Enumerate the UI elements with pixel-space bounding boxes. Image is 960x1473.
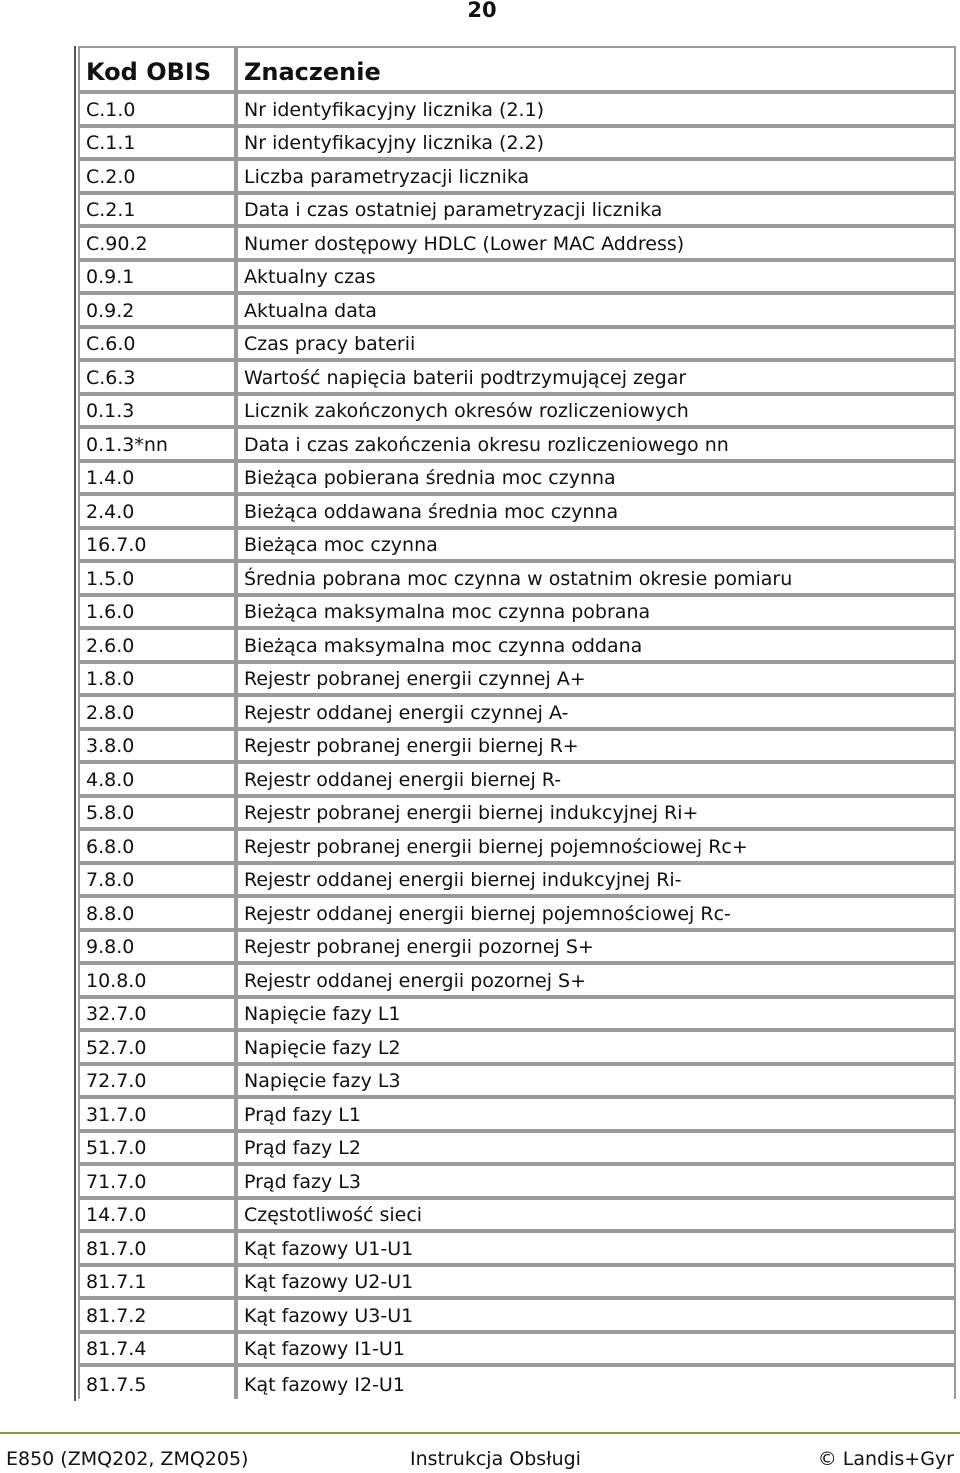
footer-title: Instrukcja Obsługi xyxy=(410,1448,581,1470)
obis-code-cell: 7.8.0 xyxy=(78,863,236,897)
obis-code-cell: 0.9.2 xyxy=(78,293,236,327)
table-row xyxy=(78,394,956,428)
obis-meaning-cell: Rejestr oddanej energii biernej indukcyjnej Ri- xyxy=(236,863,956,897)
table-row xyxy=(78,930,956,964)
obis-meaning-cell: Data i czas zakończenia okresu rozliczeniowego nn xyxy=(236,427,956,461)
obis-meaning-cell: Kąt fazowy I1-U1 xyxy=(236,1332,956,1366)
obis-code-cell: 14.7.0 xyxy=(78,1198,236,1232)
obis-code-cell: 51.7.0 xyxy=(78,1131,236,1165)
obis-meaning-cell: Nr identyfikacyjny licznika (2.1) xyxy=(236,92,956,126)
obis-code-cell: 0.9.1 xyxy=(78,260,236,294)
obis-table xyxy=(78,46,956,1399)
table-row xyxy=(78,796,956,830)
table-row xyxy=(78,327,956,361)
obis-code-cell: 81.7.1 xyxy=(78,1265,236,1299)
obis-meaning-cell: Prąd fazy L3 xyxy=(236,1164,956,1198)
obis-code-cell: 32.7.0 xyxy=(78,997,236,1031)
obis-code-cell: 52.7.0 xyxy=(78,1030,236,1064)
obis-code-cell: C.2.1 xyxy=(78,193,236,227)
obis-meaning-cell: Aktualna data xyxy=(236,293,956,327)
table-row xyxy=(78,829,956,863)
table-row xyxy=(78,461,956,495)
obis-meaning-cell: Bieżąca maksymalna moc czynna pobrana xyxy=(236,595,956,629)
obis-code-cell: 2.6.0 xyxy=(78,628,236,662)
obis-table-container xyxy=(74,46,956,1401)
table-row xyxy=(78,1332,956,1366)
obis-meaning-cell: Bieżąca oddawana średnia moc czynna xyxy=(236,494,956,528)
table-row xyxy=(78,1231,956,1265)
obis-code-cell: 0.1.3 xyxy=(78,394,236,428)
table-row xyxy=(78,92,956,126)
table-row xyxy=(78,561,956,595)
obis-code-cell: 0.1.3*nn xyxy=(78,427,236,461)
obis-code-cell: C.6.3 xyxy=(78,360,236,394)
obis-code-cell: 3.8.0 xyxy=(78,729,236,763)
table-row xyxy=(78,1030,956,1064)
table-row xyxy=(78,729,956,763)
obis-meaning-cell: Napięcie fazy L1 xyxy=(236,997,956,1031)
obis-code-cell: 81.7.5 xyxy=(78,1365,236,1399)
table-row xyxy=(78,360,956,394)
table-row xyxy=(78,662,956,696)
obis-meaning-cell: Kąt fazowy U1-U1 xyxy=(236,1231,956,1265)
table-row xyxy=(78,260,956,294)
obis-code-cell: 81.7.4 xyxy=(78,1332,236,1366)
table-row xyxy=(78,997,956,1031)
table-row xyxy=(78,427,956,461)
obis-meaning-cell: Rejestr pobranej energii pozornej S+ xyxy=(236,930,956,964)
obis-meaning-cell: Prąd fazy L2 xyxy=(236,1131,956,1165)
obis-code-cell: 1.5.0 xyxy=(78,561,236,595)
obis-meaning-cell: Częstotliwość sieci xyxy=(236,1198,956,1232)
obis-meaning-cell: Bieżąca moc czynna xyxy=(236,528,956,562)
page-footer xyxy=(0,1432,960,1473)
obis-meaning-cell: Kąt fazowy I2-U1 xyxy=(236,1365,956,1399)
obis-meaning-cell: Aktualny czas xyxy=(236,260,956,294)
obis-code-cell: 72.7.0 xyxy=(78,1064,236,1098)
obis-meaning-cell: Czas pracy baterii xyxy=(236,327,956,361)
obis-meaning-cell: Numer dostępowy HDLC (Lower MAC Address) xyxy=(236,226,956,260)
table-row xyxy=(78,528,956,562)
obis-meaning-cell: Rejestr pobranej energii biernej indukcyjnej Ri+ xyxy=(236,796,956,830)
table-row xyxy=(78,1365,956,1399)
obis-code-cell: 2.8.0 xyxy=(78,695,236,729)
table-row xyxy=(78,494,956,528)
table-row xyxy=(78,1265,956,1299)
obis-code-cell: 1.4.0 xyxy=(78,461,236,495)
obis-code-cell: 31.7.0 xyxy=(78,1097,236,1131)
table-row xyxy=(78,896,956,930)
table-header-row xyxy=(78,46,956,92)
page-number: 20 xyxy=(467,0,497,22)
obis-meaning-cell: Rejestr oddanej energii czynnej A- xyxy=(236,695,956,729)
table-row xyxy=(78,1198,956,1232)
obis-meaning-cell: Wartość napięcia baterii podtrzymującej zegar xyxy=(236,360,956,394)
table-row xyxy=(78,1097,956,1131)
obis-meaning-cell: Rejestr oddanej energii biernej pojemnościowej Rc- xyxy=(236,896,956,930)
obis-code-cell: C.90.2 xyxy=(78,226,236,260)
table-row xyxy=(78,1064,956,1098)
footer-copyright: © Landis+Gyr xyxy=(817,1448,954,1470)
header-code: Kod OBIS xyxy=(78,46,236,92)
footer-product: E850 (ZMQ202, ZMQ205) xyxy=(6,1448,249,1470)
table-row xyxy=(78,159,956,193)
obis-meaning-cell: Rejestr oddanej energii pozornej S+ xyxy=(236,963,956,997)
table-row xyxy=(78,628,956,662)
obis-code-cell: C.2.0 xyxy=(78,159,236,193)
obis-code-cell: 10.8.0 xyxy=(78,963,236,997)
table-row xyxy=(78,762,956,796)
table-row xyxy=(78,1298,956,1332)
obis-code-cell: C.1.0 xyxy=(78,92,236,126)
obis-code-cell: 71.7.0 xyxy=(78,1164,236,1198)
obis-code-cell: 9.8.0 xyxy=(78,930,236,964)
obis-meaning-cell: Napięcie fazy L3 xyxy=(236,1064,956,1098)
obis-code-cell: 1.6.0 xyxy=(78,595,236,629)
obis-meaning-cell: Nr identyfikacyjny licznika (2.2) xyxy=(236,126,956,160)
obis-meaning-cell: Prąd fazy L1 xyxy=(236,1097,956,1131)
obis-meaning-cell: Bieżąca pobierana średnia moc czynna xyxy=(236,461,956,495)
obis-meaning-cell: Licznik zakończonych okresów rozliczeniowych xyxy=(236,394,956,428)
table-row xyxy=(78,293,956,327)
obis-code-cell: 6.8.0 xyxy=(78,829,236,863)
obis-meaning-cell: Rejestr pobranej energii biernej R+ xyxy=(236,729,956,763)
table-row xyxy=(78,695,956,729)
table-row xyxy=(78,595,956,629)
table-body xyxy=(78,92,956,1399)
obis-code-cell: C.6.0 xyxy=(78,327,236,361)
obis-meaning-cell: Kąt fazowy U2-U1 xyxy=(236,1265,956,1299)
obis-code-cell: 16.7.0 xyxy=(78,528,236,562)
obis-code-cell: 2.4.0 xyxy=(78,494,236,528)
header-meaning: Znaczenie xyxy=(236,46,956,92)
obis-meaning-cell: Data i czas ostatniej parametryzacji licznika xyxy=(236,193,956,227)
obis-meaning-cell: Rejestr pobranej energii czynnej A+ xyxy=(236,662,956,696)
obis-meaning-cell: Rejestr oddanej energii biernej R- xyxy=(236,762,956,796)
obis-meaning-cell: Liczba parametryzacji licznika xyxy=(236,159,956,193)
obis-meaning-cell: Bieżąca maksymalna moc czynna oddana xyxy=(236,628,956,662)
obis-code-cell: 1.8.0 xyxy=(78,662,236,696)
obis-code-cell: 81.7.2 xyxy=(78,1298,236,1332)
table-row xyxy=(78,863,956,897)
obis-meaning-cell: Kąt fazowy U3-U1 xyxy=(236,1298,956,1332)
table-row xyxy=(78,126,956,160)
obis-code-cell: 81.7.0 xyxy=(78,1231,236,1265)
table-row xyxy=(78,193,956,227)
obis-meaning-cell: Rejestr pobranej energii biernej pojemnościowej Rc+ xyxy=(236,829,956,863)
obis-code-cell: C.1.1 xyxy=(78,126,236,160)
table-row xyxy=(78,963,956,997)
table-row xyxy=(78,1164,956,1198)
obis-code-cell: 4.8.0 xyxy=(78,762,236,796)
table-row xyxy=(78,226,956,260)
obis-meaning-cell: Średnia pobrana moc czynna w ostatnim okresie pomiaru xyxy=(236,561,956,595)
obis-code-cell: 8.8.0 xyxy=(78,896,236,930)
obis-meaning-cell: Napięcie fazy L2 xyxy=(236,1030,956,1064)
obis-code-cell: 5.8.0 xyxy=(78,796,236,830)
table-row xyxy=(78,1131,956,1165)
